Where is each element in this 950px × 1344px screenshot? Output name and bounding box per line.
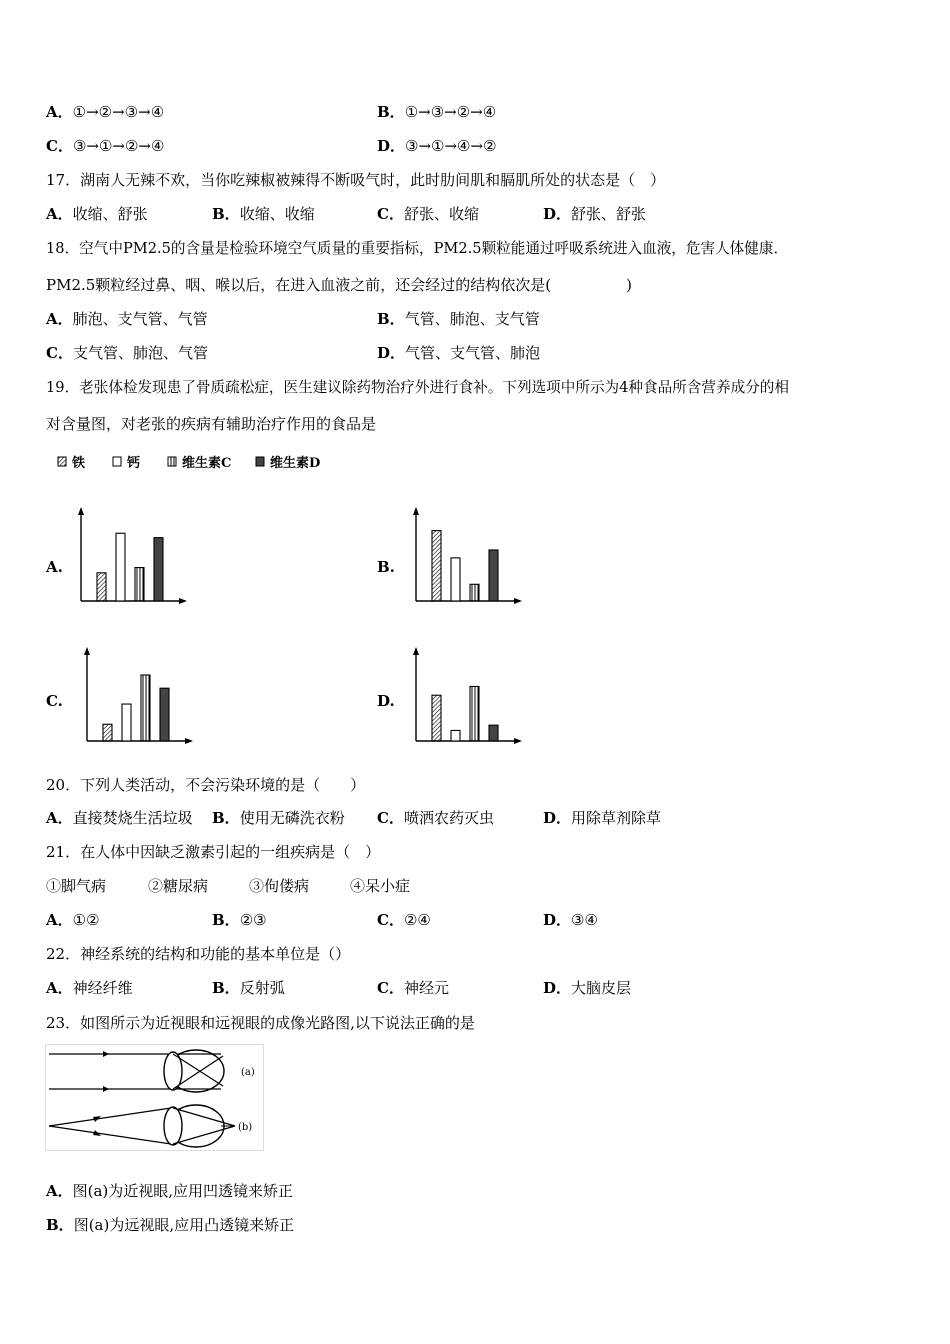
q17-stem: 17．湖南人无辣不欢，当你吃辣椒被辣得不断吸气时，此时肋间肌和膈肌所处的状态是（ ） xyxy=(46,171,666,189)
q22-option-d: D．大脑皮层 xyxy=(543,979,632,997)
q21-item-2: ②糖尿病 xyxy=(148,877,209,895)
q16-option-b: B．①→③→②→④ xyxy=(377,103,497,121)
x-axis-arrow xyxy=(185,738,193,744)
legend-swatch-iron xyxy=(58,457,66,466)
q16-option-d: D．③→①→④→② xyxy=(377,137,497,155)
q18-option-c: C．支气管、肺泡、气管 xyxy=(46,344,208,362)
x-axis-arrow xyxy=(514,598,522,604)
x-axis-arrow xyxy=(179,598,187,604)
q20-option-d: D．用除草剂除草 xyxy=(543,809,662,827)
q17-option-d: D．舒张、舒张 xyxy=(543,205,647,223)
q18-option-a: A．肺泡、支气管、气管 xyxy=(46,310,208,328)
chart-b xyxy=(408,503,523,608)
q22-stem: 22．神经系统的结构和功能的基本单位是（） xyxy=(46,945,351,963)
bar-calcium xyxy=(451,558,460,601)
q22-option-c: C．神经元 xyxy=(377,979,449,997)
bar-calcium xyxy=(451,730,460,741)
q20-option-b: B．使用无磷洗衣粉 xyxy=(212,809,345,827)
q17-option-b: B．收缩、收缩 xyxy=(212,205,315,223)
q23-option-b: B．图(a)为远视眼,应用凸透镜来矫正 xyxy=(46,1216,295,1234)
bar-vitamin-c xyxy=(135,568,144,601)
legend-swatch-vitamin-c xyxy=(168,457,176,466)
q21-item-4: ④呆小症 xyxy=(350,877,411,895)
q19-stem-line2: 对含量图，对老张的疾病有辅助治疗作用的食品是 xyxy=(46,415,377,433)
q22-option-a: A．神经纤维 xyxy=(46,979,133,997)
q19-option-b-label: B. xyxy=(377,558,395,576)
bar-vitamin-c xyxy=(470,686,479,741)
q16-option-a: A．①→②→③→④ xyxy=(46,103,165,121)
bar-vitamin-d xyxy=(489,725,498,741)
q21-item-3: ③佝偻病 xyxy=(249,877,310,895)
q18-stem-line2: PM2.5颗粒经过鼻、咽、喉以后，在进入血液之前，还会经过的结构依次是( ) xyxy=(46,276,633,294)
q23-option-a: A．图(a)为近视眼,应用凹透镜来矫正 xyxy=(46,1182,294,1200)
bar-vitamin-c xyxy=(470,584,479,601)
bar-vitamin-c xyxy=(141,675,150,741)
legend-label-vitamin-d: 维生素D xyxy=(270,456,321,471)
bar-vitamin-d xyxy=(154,538,163,601)
q17-option-c: C．舒张、收缩 xyxy=(377,205,479,223)
q21-stem: 21．在人体中因缺乏激素引起的一组疾病是（ ） xyxy=(46,843,381,861)
chart-a xyxy=(73,503,188,608)
q21-option-c: C．②④ xyxy=(377,911,431,929)
q21-option-a: A．①② xyxy=(46,911,100,929)
y-axis-arrow xyxy=(413,507,419,515)
bar-vitamin-d xyxy=(160,688,169,741)
bar-iron xyxy=(432,531,441,601)
q18-stem-line1: 18．空气中PM2.5的含量是检验环境空气质量的重要指标，PM2.5颗粒能通过呼吸系统进入血液，危害人体健康． xyxy=(46,240,789,257)
bar-vitamin-d xyxy=(489,550,498,601)
label-b: (b) xyxy=(238,1122,253,1133)
bar-iron xyxy=(103,724,112,741)
q19-legend xyxy=(56,452,376,474)
q19-option-d-label: D. xyxy=(377,692,395,710)
q23-stem: 23．如图所示为近视眼和远视眼的成像光路图,以下说法正确的是 xyxy=(46,1014,475,1032)
q21-option-b: B．②③ xyxy=(212,911,267,929)
chart-c xyxy=(79,643,194,748)
y-axis-arrow xyxy=(413,647,419,655)
bar-calcium xyxy=(122,704,131,741)
label-a: (a) xyxy=(241,1067,255,1078)
q17-option-a: A．收缩、舒张 xyxy=(46,205,148,223)
legend-swatch-vitamin-d xyxy=(256,457,264,466)
legend-label-calcium: 钙 xyxy=(127,456,141,471)
q20-stem: 20．下列人类活动，不会污染环境的是（ ） xyxy=(46,776,366,794)
legend-swatch-calcium xyxy=(113,457,121,466)
y-axis-arrow xyxy=(78,507,84,515)
q18-option-d: D．气管、支气管、肺泡 xyxy=(377,344,541,362)
eye-ray-diagram xyxy=(45,1044,265,1152)
q19-option-a-label: A. xyxy=(46,558,63,576)
y-axis-arrow xyxy=(84,647,90,655)
q19-option-c-label: C. xyxy=(46,692,63,710)
q19-stem-line1: 19．老张体检发现患了骨质疏松症，医生建议除药物治疗外进行食补。下列选项中所示为4种食品所含营养成分的相 xyxy=(46,379,789,396)
q20-option-c: C．喷洒农药灭虫 xyxy=(377,809,494,827)
chart-d xyxy=(408,643,523,748)
bar-iron xyxy=(97,573,106,601)
q21-option-d: D．③④ xyxy=(543,911,598,929)
q20-option-a: A．直接焚烧生活垃圾 xyxy=(46,809,193,827)
q18-option-b: B．气管、肺泡、支气管 xyxy=(377,310,540,328)
legend-label-iron: 铁 xyxy=(72,456,86,471)
bar-calcium xyxy=(116,533,125,601)
q16-option-c: C．③→①→②→④ xyxy=(46,137,165,155)
bar-iron xyxy=(432,695,441,741)
x-axis-arrow xyxy=(514,738,522,744)
q21-item-1: ①脚气病 xyxy=(46,877,107,895)
legend-label-vitamin-c: 维生素C xyxy=(182,456,232,471)
q22-option-b: B．反射弧 xyxy=(212,979,285,997)
